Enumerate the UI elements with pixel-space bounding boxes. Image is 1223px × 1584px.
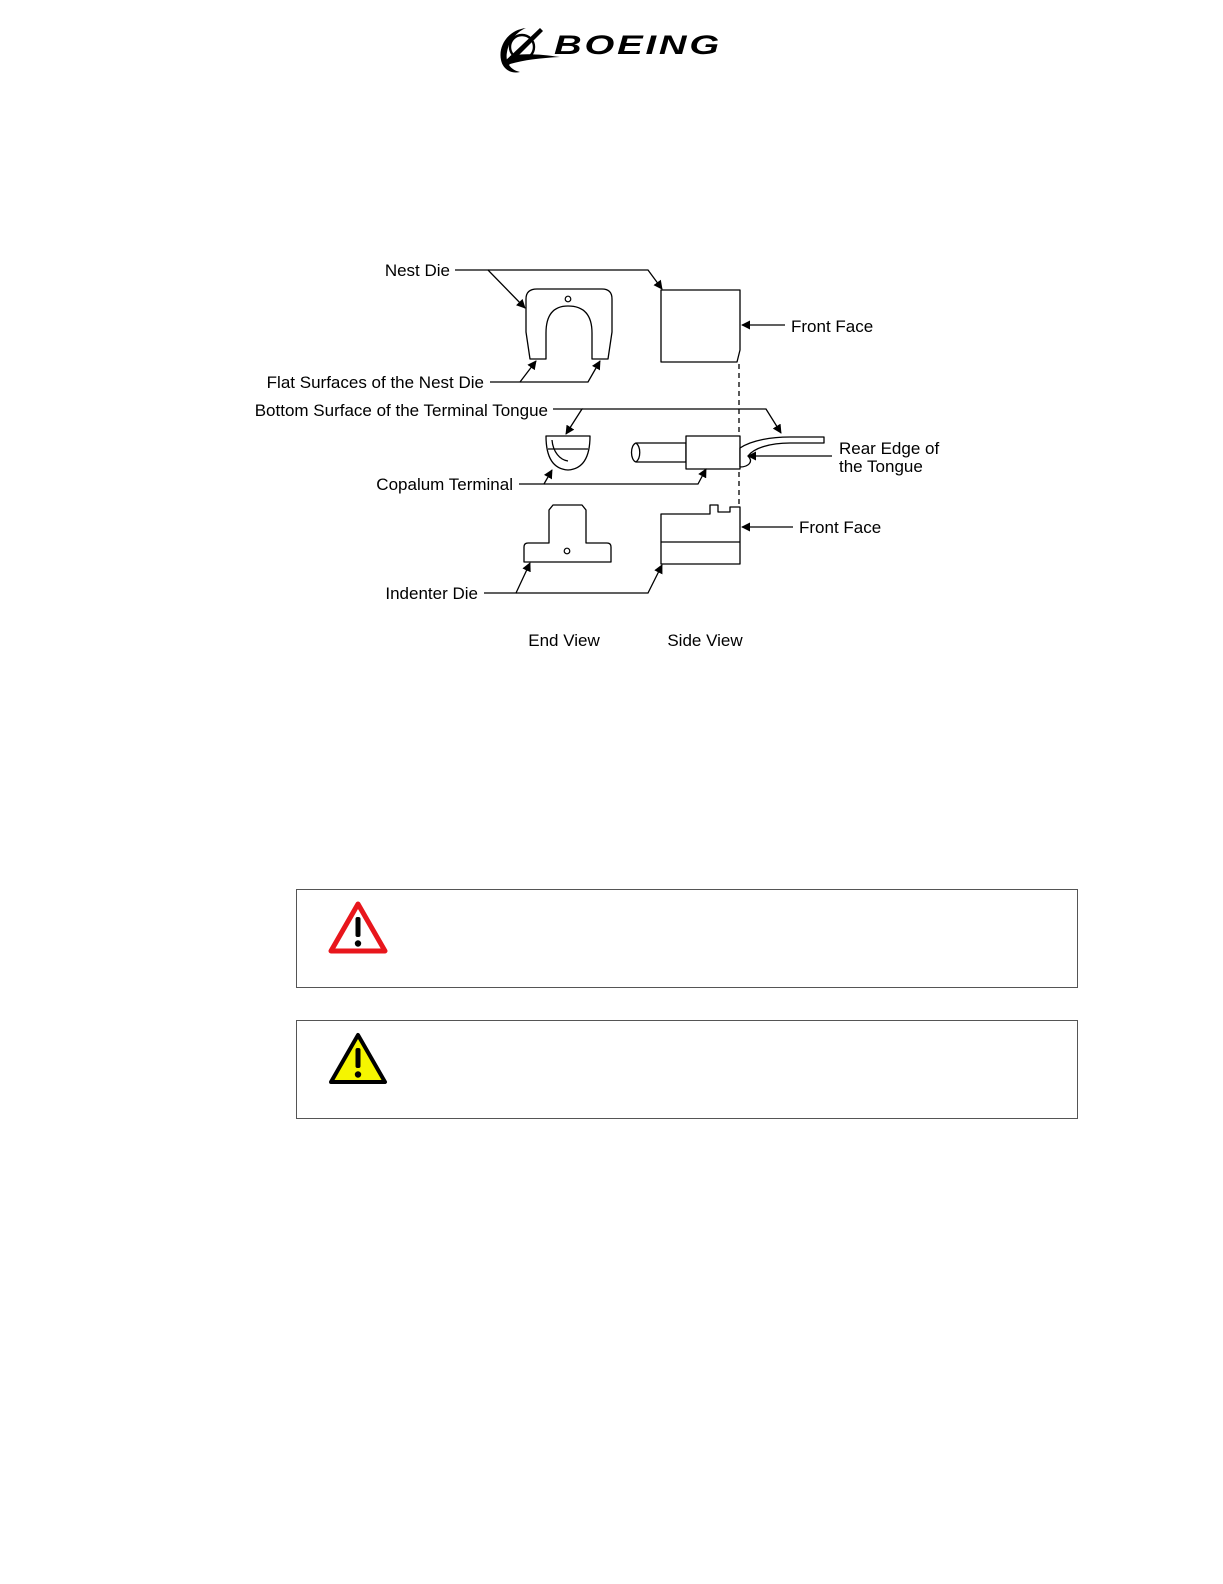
- leader-bottom-surface-end: [553, 409, 582, 434]
- indenter-die-pin-hole: [564, 548, 570, 554]
- label-front-face-top: Front Face: [791, 317, 874, 336]
- label-flat-surfaces: Flat Surfaces of the Nest Die: [266, 373, 484, 392]
- label-front-face-bottom: Front Face: [799, 518, 882, 537]
- terminal-barrel-side-view: [686, 436, 740, 469]
- leader-indenter-side: [516, 565, 662, 593]
- caution-triangle-icon: [327, 1031, 389, 1087]
- indenter-die-side-view: [661, 505, 740, 564]
- label-copalum-terminal: Copalum Terminal: [376, 475, 513, 494]
- crimp-die-figure: [0, 0, 1223, 700]
- nest-die-pin-hole: [565, 296, 571, 302]
- label-nest-die: Nest Die: [384, 261, 450, 280]
- leader-flat-surface-left: [490, 361, 536, 382]
- terminal-tongue-side-view: [740, 437, 824, 467]
- nest-die-side-view: [661, 290, 740, 362]
- caption-side-view: Side View: [667, 631, 743, 650]
- label-indenter-die: Indenter Die: [385, 584, 478, 603]
- leader-copalum-end: [519, 470, 552, 484]
- label-rear-edge-line2: the Tongue: [839, 457, 923, 476]
- label-bottom-surface: Bottom Surface of the Terminal Tongue: [254, 401, 548, 420]
- warning-triangle-icon: [327, 900, 389, 956]
- leader-copalum-side: [544, 469, 706, 484]
- warning-notice: [296, 889, 1078, 988]
- leader-flat-surface-right: [520, 361, 600, 382]
- leader-nest-die-end: [455, 270, 525, 308]
- leader-nest-die-side: [488, 270, 662, 289]
- caution-notice: [296, 1020, 1078, 1119]
- leader-indenter-end: [484, 563, 530, 593]
- boeing-wordmark: BOEING: [554, 30, 722, 60]
- label-rear-edge-line1: Rear Edge of: [839, 439, 940, 458]
- leader-bottom-surface-side: [582, 409, 781, 433]
- caption-end-view: End View: [528, 631, 600, 650]
